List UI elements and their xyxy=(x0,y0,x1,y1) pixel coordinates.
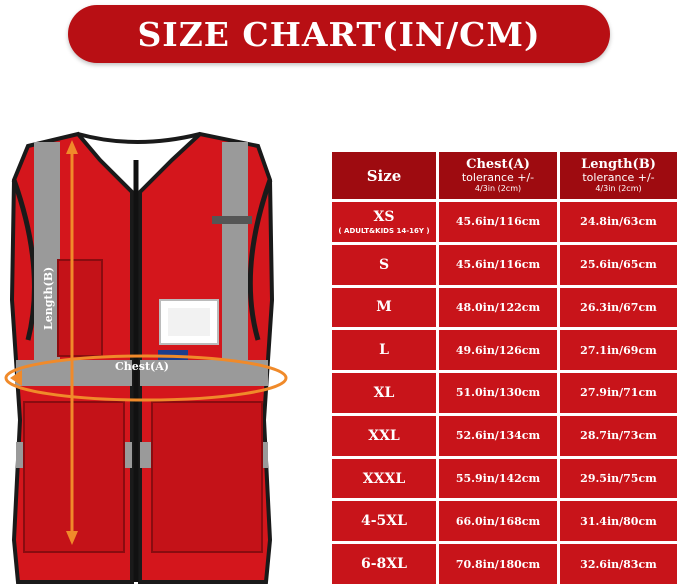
chest-label: Chest(A) xyxy=(115,360,169,373)
size-cell xyxy=(332,373,436,413)
chest-cell xyxy=(439,245,557,285)
chest-value: 45.6in/116cm xyxy=(455,258,541,272)
header-length-amount: 4/3in (2cm) xyxy=(595,183,642,193)
length-label: Length(B) xyxy=(42,266,55,330)
chest-cell xyxy=(439,330,557,370)
id-card-window xyxy=(168,308,210,336)
length-value: 24.8in/63cm xyxy=(580,215,657,229)
pocket-lower-left xyxy=(24,402,124,552)
size-cell xyxy=(332,416,436,456)
length-cell xyxy=(560,288,677,328)
vest-illustration xyxy=(0,120,300,587)
chest-cell xyxy=(439,544,557,584)
chest-cell xyxy=(439,373,557,413)
size-label: 6-8XL xyxy=(361,556,407,573)
size-label: XS xyxy=(373,208,395,225)
header-chest-title: Chest(A) xyxy=(466,156,530,172)
size-cell xyxy=(332,459,436,499)
length-value: 29.5in/75cm xyxy=(580,472,657,486)
title-banner xyxy=(68,5,610,63)
size-label: XL xyxy=(373,384,395,401)
length-value: 26.3in/67cm xyxy=(580,300,657,314)
length-value: 28.7in/73cm xyxy=(580,429,657,443)
pocket-lower-right xyxy=(152,402,262,552)
chest-cell xyxy=(439,288,557,328)
pen-slot xyxy=(212,216,252,224)
length-value: 25.6in/65cm xyxy=(580,258,657,272)
size-label: 4-5XL xyxy=(361,513,407,530)
chest-value: 49.6in/126cm xyxy=(455,343,541,357)
chest-cell xyxy=(439,501,557,541)
size-note: ( ADULT&KIDS 14-16Y ) xyxy=(338,226,430,235)
length-cell xyxy=(560,501,677,541)
length-cell xyxy=(560,373,677,413)
size-cell xyxy=(332,202,436,242)
chest-value: 48.0in/122cm xyxy=(455,300,541,314)
reflective-stripe-right-vertical xyxy=(222,142,248,362)
size-label: S xyxy=(378,256,390,273)
chest-cell xyxy=(439,416,557,456)
chest-value: 52.6in/134cm xyxy=(455,429,541,443)
header-length-tolerance: tolerance +/- xyxy=(582,170,655,184)
length-cell xyxy=(560,202,677,242)
chest-cell xyxy=(439,459,557,499)
chest-value: 55.9in/142cm xyxy=(455,472,541,486)
size-cell xyxy=(332,245,436,285)
header-size xyxy=(332,152,436,199)
header-size-label: Size xyxy=(366,166,402,185)
chest-value: 70.8in/180cm xyxy=(455,557,541,571)
length-cell xyxy=(560,245,677,285)
header-chest-amount: 4/3in (2cm) xyxy=(474,183,522,193)
size-table xyxy=(332,152,677,584)
length-cell xyxy=(560,330,677,370)
length-cell xyxy=(560,459,677,499)
size-cell xyxy=(332,501,436,541)
length-value: 31.4in/80cm xyxy=(580,514,657,528)
size-label: L xyxy=(379,342,389,359)
header-chest xyxy=(439,152,557,199)
size-cell xyxy=(332,330,436,370)
pocket-chest-left xyxy=(58,260,102,356)
length-value: 32.6in/83cm xyxy=(580,557,657,571)
size-label: XXXL xyxy=(362,470,406,487)
length-cell xyxy=(560,544,677,584)
size-cell xyxy=(332,288,436,328)
length-value: 27.1in/69cm xyxy=(580,343,657,357)
header-length xyxy=(560,152,677,199)
vest-svg xyxy=(0,120,300,587)
header-chest-tolerance: tolerance +/- xyxy=(461,170,535,184)
length-cell xyxy=(560,416,677,456)
header-length-title: Length(B) xyxy=(581,156,656,172)
size-label: M xyxy=(376,299,392,316)
page-title: SIZE CHART(IN/CM) xyxy=(137,14,541,54)
chest-value: 66.0in/168cm xyxy=(455,514,541,528)
chest-cell xyxy=(439,202,557,242)
size-label: XXL xyxy=(368,427,400,444)
chest-value: 45.6in/116cm xyxy=(455,215,541,229)
length-value: 27.9in/71cm xyxy=(580,386,657,400)
chest-value: 51.0in/130cm xyxy=(455,386,541,400)
vest-neckline xyxy=(78,134,200,142)
size-cell xyxy=(332,544,436,584)
